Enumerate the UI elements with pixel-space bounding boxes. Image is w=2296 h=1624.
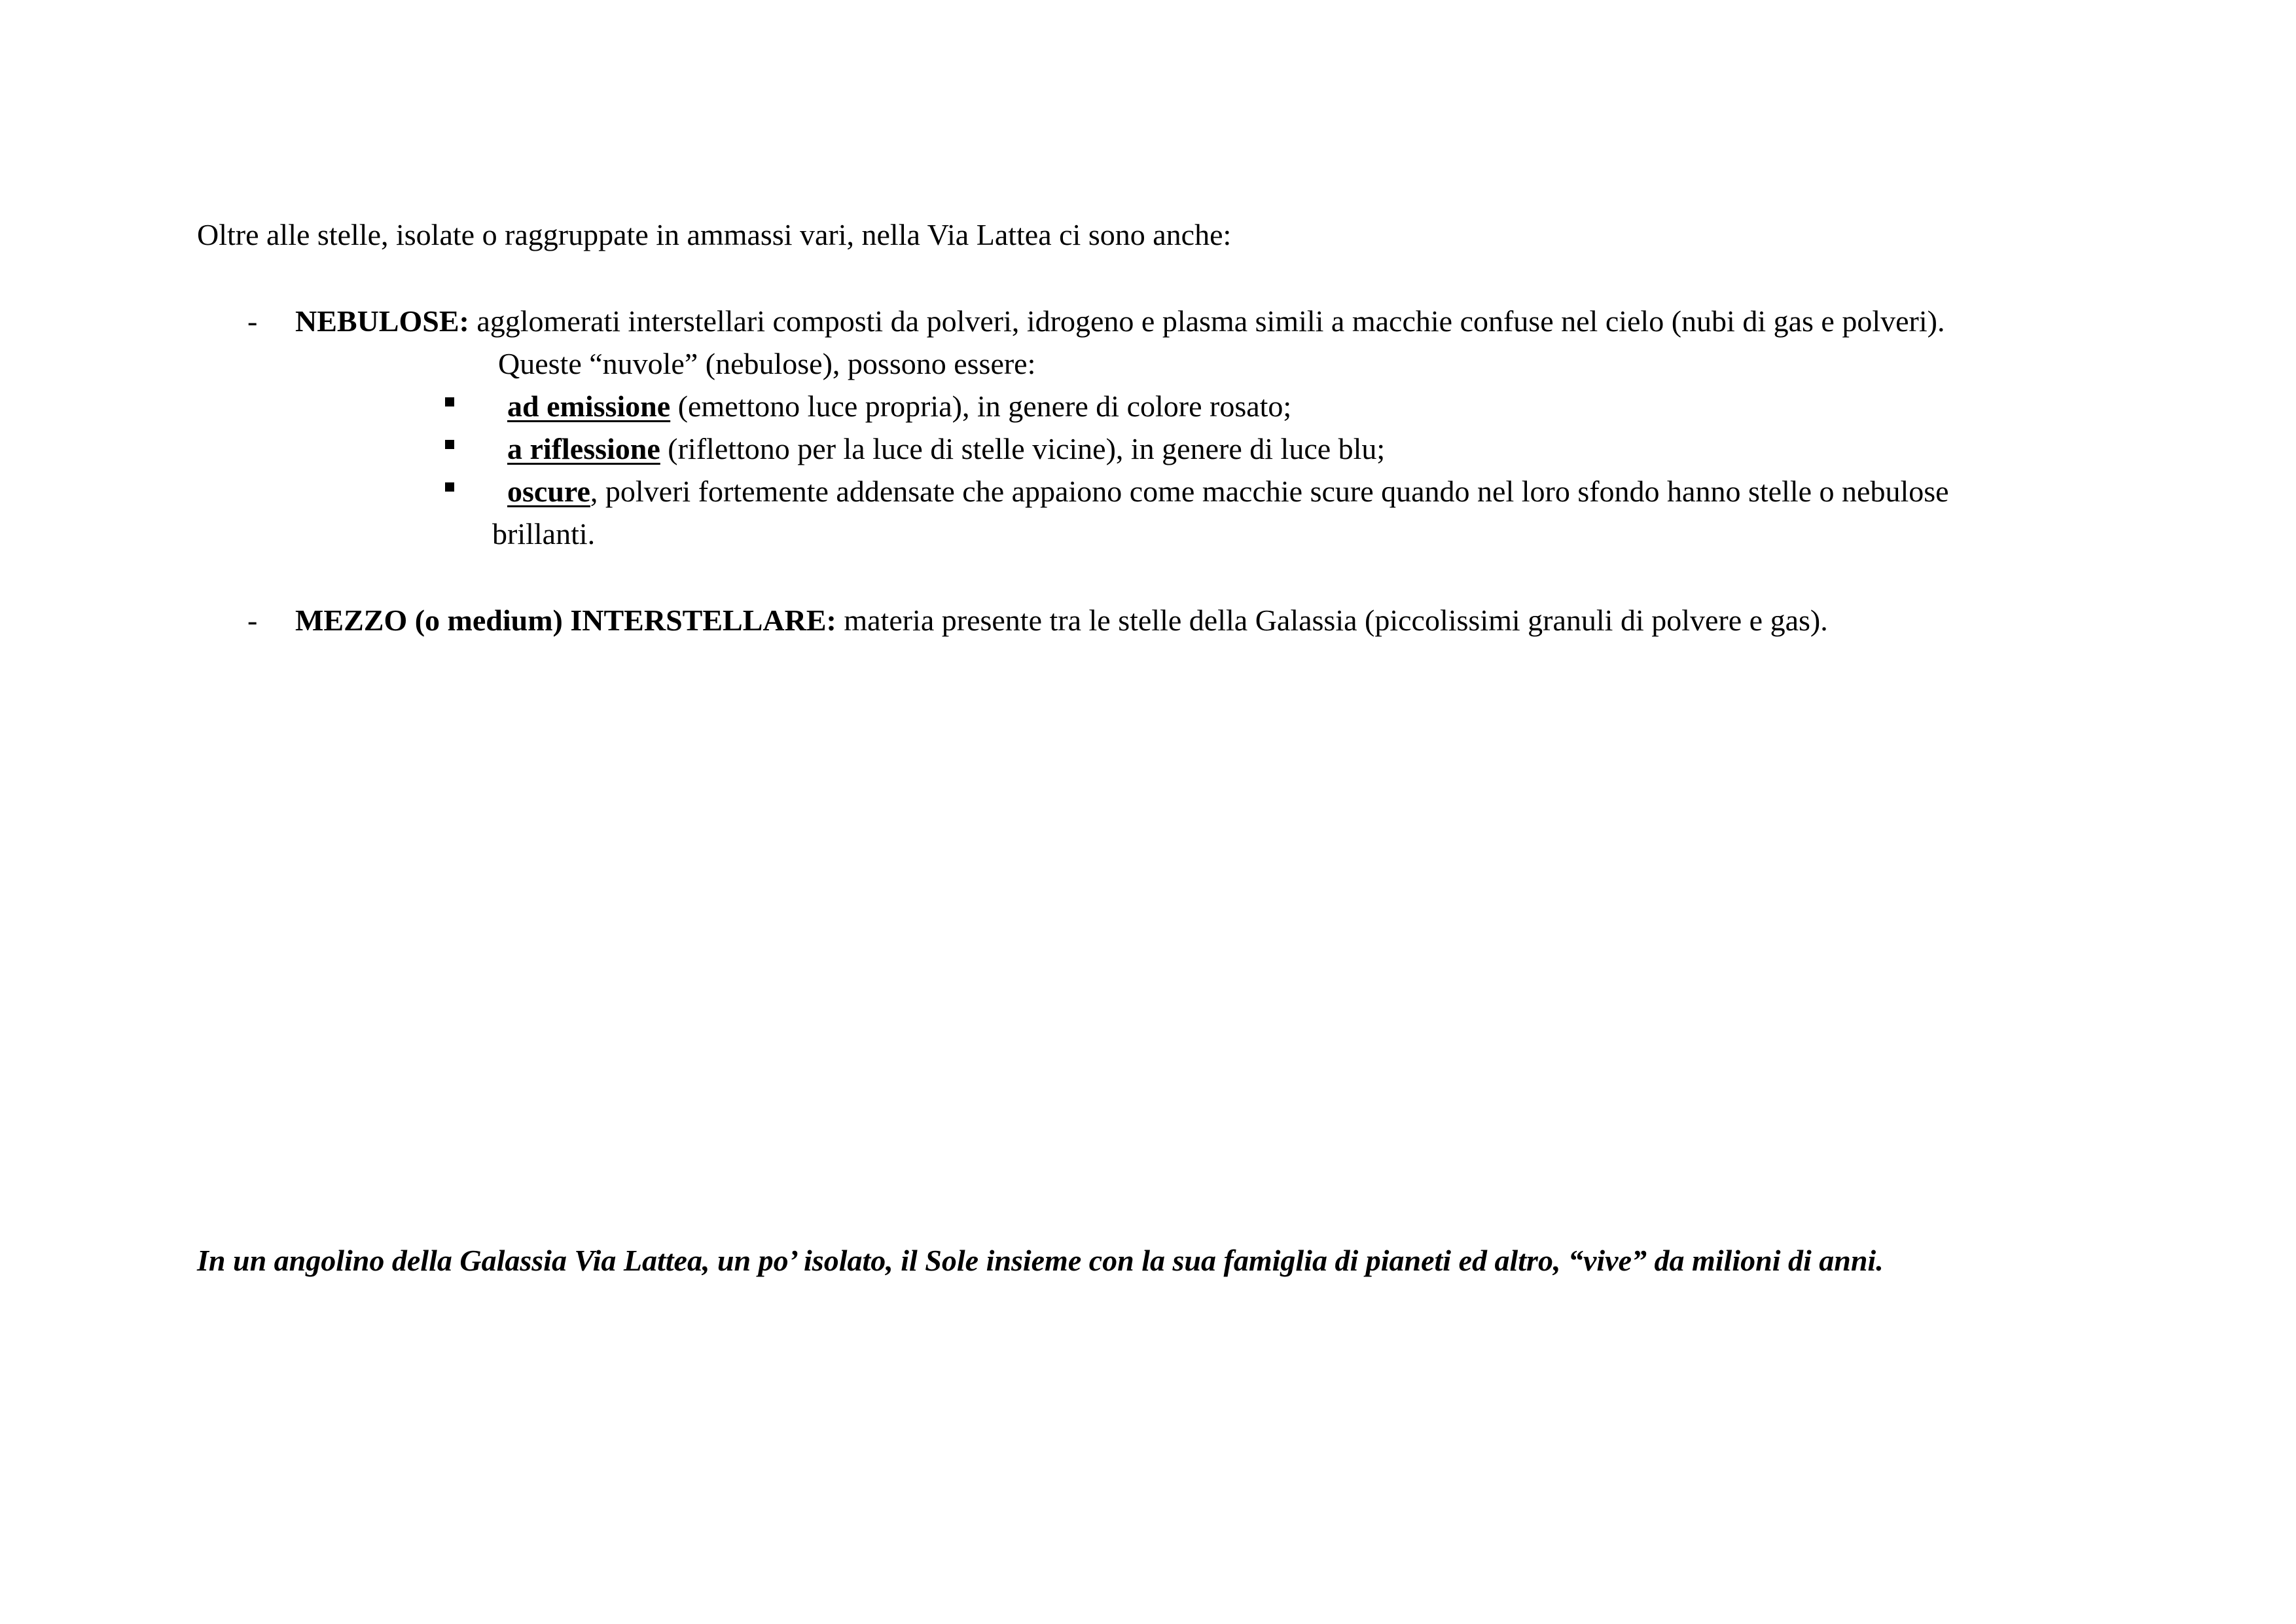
type-description: , polveri fortemente addensate che appaiono come macchie scure quando nel loro sfondo hanno stelle o nebulose <box>590 475 1949 508</box>
type-name: a riflessione <box>507 432 660 465</box>
closing-sentence: In un angolino della Galassia Via Lattea, un po’ isolato, il Sole insieme con la sua famiglia di pianeti ed altro, “vive” da milioni di anni. <box>197 1244 1884 1277</box>
intro-paragraph: Oltre alle stelle, isolate o raggruppate in ammassi vari, nella Via Lattea ci sono anche: <box>197 218 1232 251</box>
definition-nebulose: agglomerati interstellari composti da polveri, idrogeno e plasma simili a macchie confuse nel cielo (nubi di gas e polveri). <box>469 304 1945 338</box>
definition-mezzo: materia presente tra le stelle della Galassia (piccolissimi granuli di polvere e gas). <box>836 604 1828 637</box>
list-dash: - <box>247 604 258 637</box>
type-name: ad emissione <box>507 389 671 423</box>
list-dash: - <box>247 304 258 338</box>
type-description: (riflettono per la luce di stelle vicine), in genere di luce blu; <box>660 432 1386 465</box>
square-bullet-icon <box>445 482 454 492</box>
list-item-mezzo <box>295 605 1828 636</box>
square-bullet-icon <box>445 397 454 406</box>
square-bullet-icon <box>445 440 454 449</box>
type-description: (emettono luce propria), in genere di colore rosato; <box>670 389 1292 423</box>
term-nebulose: NEBULOSE: <box>295 304 469 338</box>
type-name: oscure <box>507 475 590 508</box>
nebulose-type-item <box>507 391 1291 422</box>
nebulose-type-item <box>507 477 1949 507</box>
type-description-continuation: brillanti. <box>492 517 596 550</box>
nebulose-subintro: Queste “nuvole” (nebulose), possono essere: <box>498 347 1036 380</box>
term-mezzo: MEZZO (o medium) INTERSTELLARE: <box>295 604 836 637</box>
nebulose-type-item <box>507 434 1385 464</box>
list-item-nebulose <box>295 306 1945 336</box>
